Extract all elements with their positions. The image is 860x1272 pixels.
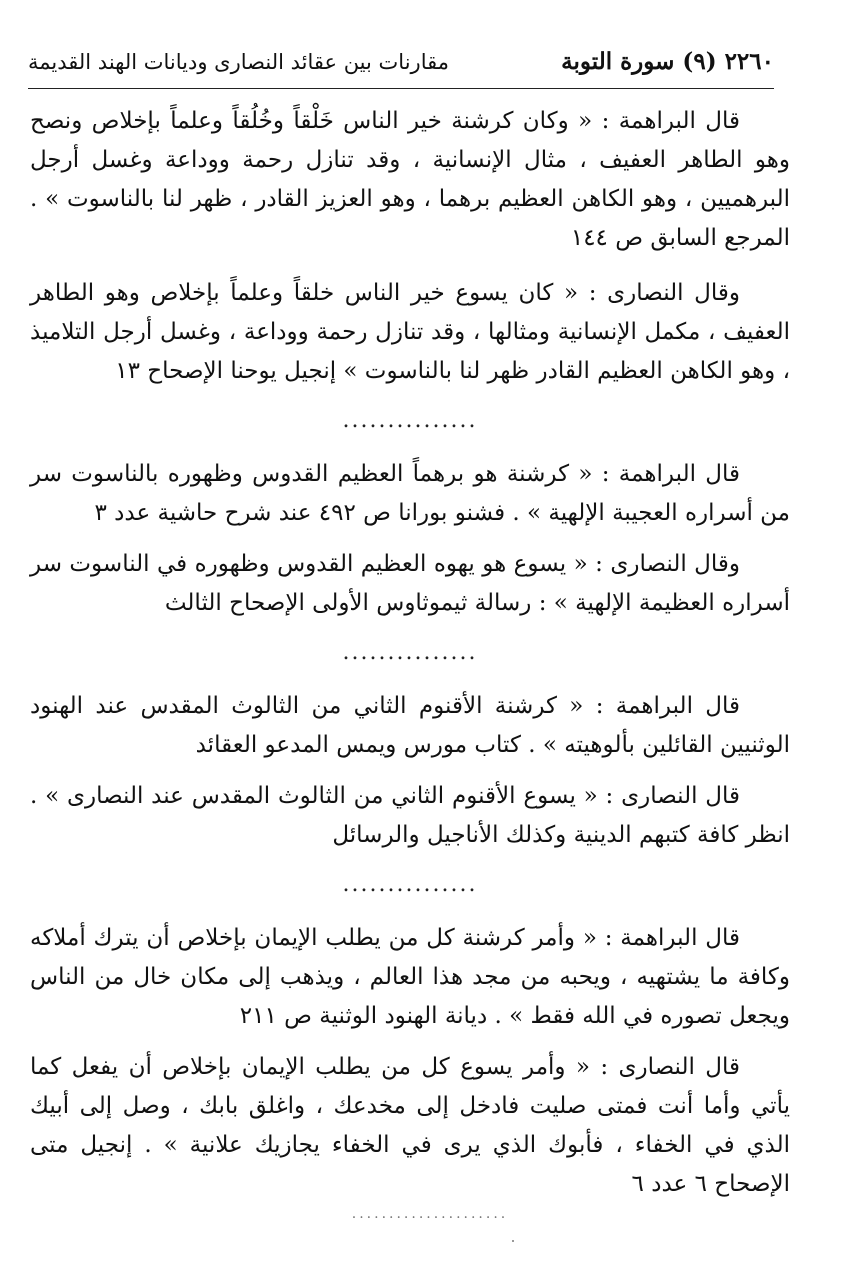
header-rule [28,88,774,89]
print-speck [512,1240,514,1242]
section-divider: ............... [342,408,478,433]
running-title: مقارنات بين عقائد النصارى وديانات الهند القديمة [28,50,449,74]
section-divider: ............... [342,872,478,897]
running-header [28,46,774,86]
footer-dots: ..................... [351,1206,509,1222]
paragraph-brahmins-command: قال البراهمة : « وأمر كرشنة كل من يطلب الإيمان بإخلاص أن يترك أملاكه وكافة ما يشتهيه ، ويحبه من مجد هذا العالم ، ويذهب إلى مكان خال من الناس ويجعل تصوره في الله فقط » . ديانة الهنود الوثنية ص ٢١١ [30,925,790,1029]
paragraph-christians-incarnation: وقال النصارى : « يسوع هو يهوه العظيم القدوس وظهوره في الناسوت سر أسراره العظيمة الإلهية » : رسالة ثيموثاوس الأولى الإصحاح الثالث [30,551,790,616]
paragraph-christians-command: قال النصارى : « وأمر يسوع كل من يطلب الإيمان بإخلاص أن يفعل كما يأتي وأما أنت فمتى صليت فادخل إلى مخدعك ، واغلق بابك ، وصل إلى أبيك الذي في الخفاء ، فأبوك الذي يرى في الخفاء يجازيك علانية » . إنجيل متى الإصحاح ٦ عدد ٦ [30,1054,790,1197]
page-number: ٢٢٦٠ (٩) سورة التوبة [561,48,774,75]
paragraph-christians-trinity: قال النصارى : « يسوع الأقنوم الثاني من الثالوث المقدس عند النصارى » . انظر كافة كتبهم الدينية وكذلك الأناجيل والرسائل [30,783,790,848]
paragraph-brahmins-krishna-virtue: قال البراهمة : « وكان كرشنة خير الناس خَلْقاً وخُلُقاً وعلماً بإخلاص ونصح وهو الطاهر العفيف ، مثال الإنسانية ، وقد تنازل رحمة ووداعة وغسل أرجل البرهميين ، وهو الكاهن العظيم برهما ، وهو العزيز القادر ، ظهر لنا بالناسوت » . المرجع السابق ص ١٤٤ [30,108,790,251]
paragraph-christians-jesus-virtue: وقال النصارى : « كان يسوع خير الناس خلقاً وعلماً بإخلاص وهو الطاهر العفيف ، مكمل الإنسانية ومثالها ، وقد تنازل رحمة ووداعة ، وغسل أرجل التلاميذ ، وهو الكاهن العظيم القادر ظهر لنا بالناسوت » إنجيل يوحنا الإصحاح ١٣ [30,280,790,384]
page-body [30,102,790,1204]
paragraph-brahmins-incarnation: قال البراهمة : « كرشنة هو برهماً العظيم القدوس وظهوره بالناسوت سر من أسراره العجيبة الإلهية » . فشنو بورانا ص ٤٩٢ عند شرح حاشية عدد ٣ [30,461,790,526]
paragraph-brahmins-trinity: قال البراهمة : « كرشنة الأقنوم الثاني من الثالوث المقدس عند الهنود الوثنيين القائلين بألوهيته » . كتاب مورس ويمس المدعو العقائد [30,693,790,758]
section-divider: ............... [342,640,478,665]
